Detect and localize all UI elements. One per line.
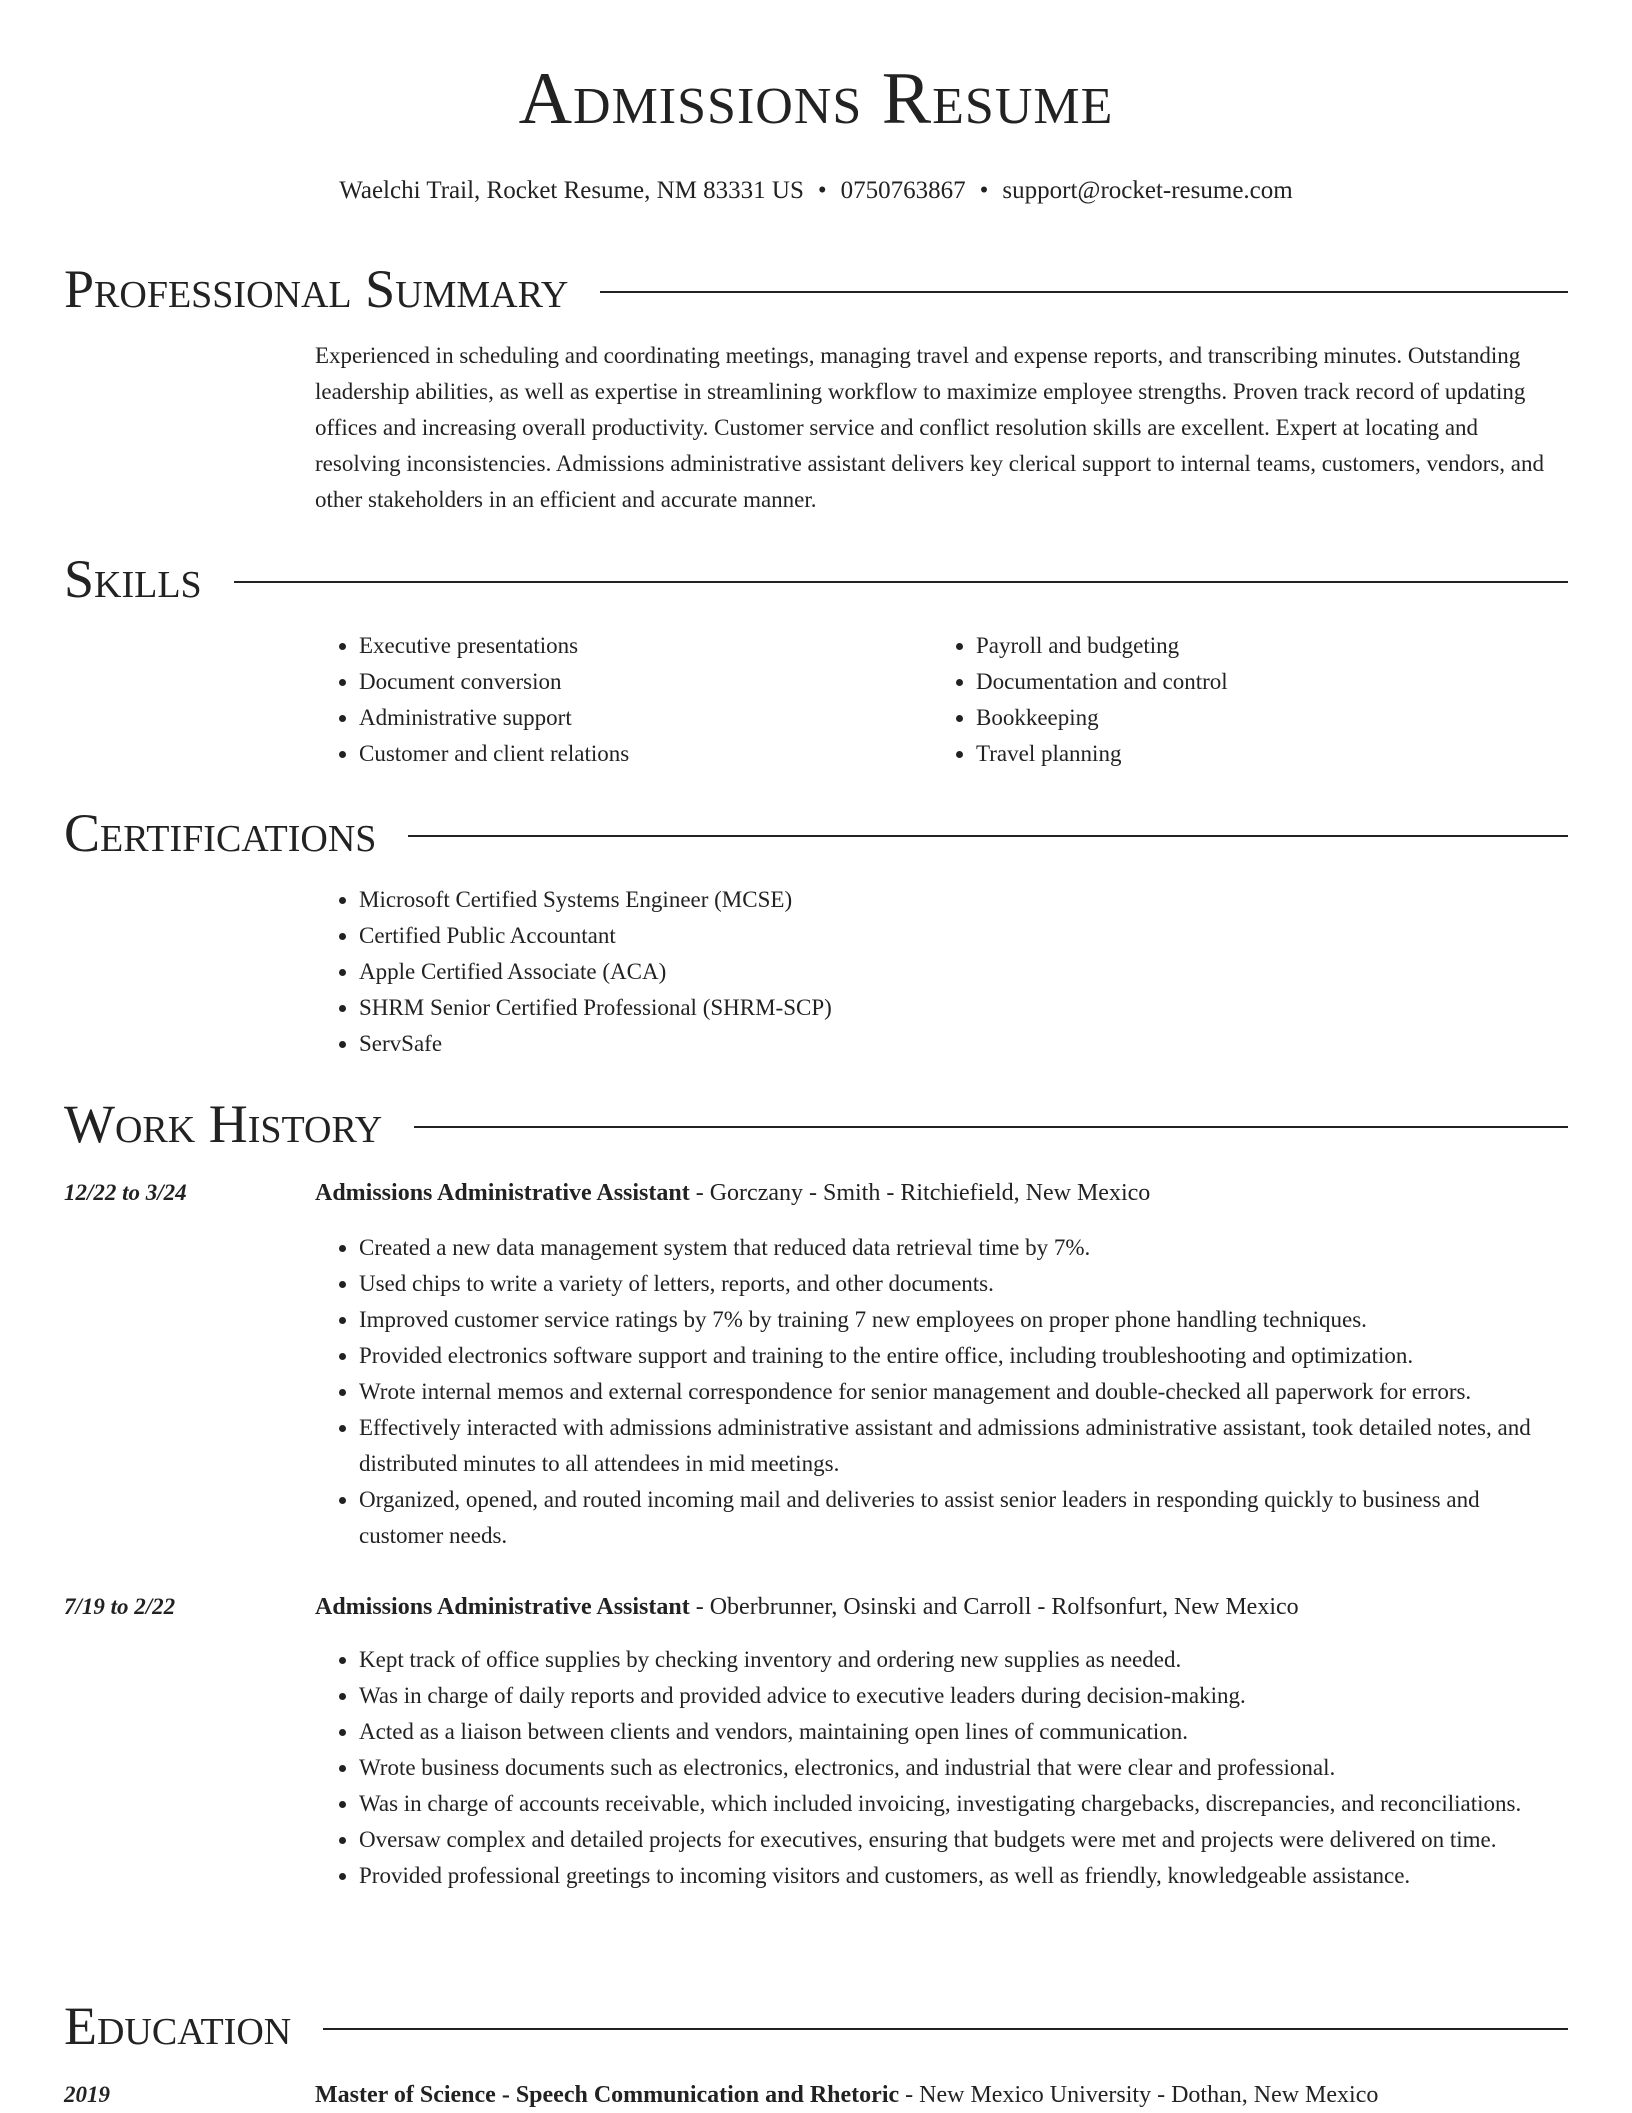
certifications-block — [315, 882, 1568, 1062]
summary-heading: Professional Summary — [64, 259, 569, 319]
summary-text: Experienced in scheduling and coordinating meetings, managing travel and expense reports, and transcribing minutes. Outstanding leadership abilities, as well as expertise in streamlining workflow to maximize employee strengths. Proven track record of updating offices and increasing overall productivity. Customer service and conflict resolution skills are excellent. Expert at locating and resolving inconsistencies. Admissions administrative assistant delivers key clerical support to internal teams, customers, vendors, and other stakeholders in an efficient and accurate manner. — [315, 343, 1544, 512]
contact-phone: 0750763867 — [840, 177, 966, 204]
education-heading: Education — [64, 1996, 292, 2056]
skills-section-header — [64, 549, 1568, 609]
section-divider — [234, 581, 1568, 583]
skill-item: • Document conversion — [359, 664, 932, 700]
education-heading-line — [315, 2077, 1568, 2113]
duty-item: • Provided professional greetings to incoming visitors and customers, as well as friendly, knowledgeable assistance. — [359, 1858, 1568, 1894]
duty-item: • Used chips to write a variety of letters, reports, and other documents. — [359, 1266, 1568, 1302]
duty-item: • Was in charge of daily reports and provided advice to executive leaders during decision-making. — [359, 1678, 1568, 1714]
certification-item: • Apple Certified Associate (ACA) — [359, 954, 1568, 990]
job-employer: - Oberbrunner, Osinski and Carroll - Rolfsonfurt, New Mexico — [689, 1594, 1299, 1620]
skill-item: • Bookkeeping — [976, 700, 1549, 736]
summary-section-header — [64, 259, 1568, 319]
certifications-heading: Certifications — [64, 803, 377, 863]
duty-item: • Organized, opened, and routed incoming mail and deliveries to assist senior leaders in responding quickly to business and customer needs. — [359, 1482, 1568, 1554]
job-title: Admissions Administrative Assistant — [315, 1180, 690, 1206]
duty-item: • Wrote business documents such as electronics, electronics, and industrial that were clear and professional. — [359, 1750, 1568, 1786]
job-duties-list — [315, 1642, 1568, 1894]
duty-item: • Improved customer service ratings by 7% by training 7 new employees on proper phone handling techniques. — [359, 1302, 1568, 1338]
education-degree: Master of Science - Speech Communication and Rhetoric — [315, 2082, 900, 2108]
skills-column-left — [315, 628, 932, 772]
skill-item: • Documentation and control — [976, 664, 1549, 700]
job-heading — [315, 1589, 1568, 1625]
contact-email: support@rocket-resume.com — [1002, 177, 1293, 204]
skill-item: • Customer and client relations — [359, 736, 932, 772]
section-divider — [323, 2028, 1568, 2030]
duty-item: • Wrote internal memos and external correspondence for senior management and double-checked all paperwork for errors. — [359, 1374, 1568, 1410]
skill-item: • Executive presentations — [359, 628, 932, 664]
certifications-list — [315, 882, 1568, 1062]
skills-list-right — [932, 628, 1549, 772]
certification-item: • SHRM Senior Certified Professional (SHRM-SCP) — [359, 990, 1568, 1026]
certification-item: • Certified Public Accountant — [359, 918, 1568, 954]
job-dates: 7/19 to 2/22 — [64, 1594, 176, 1619]
duty-item: • Kept track of office supplies by checking inventory and ordering new supplies as needed. — [359, 1642, 1568, 1678]
section-divider — [414, 1126, 1568, 1128]
skill-item: • Payroll and budgeting — [976, 628, 1549, 664]
contact-separator: • — [817, 177, 827, 204]
duty-item: • Created a new data management system that reduced data retrieval time by 7%. — [359, 1230, 1568, 1266]
duty-item: • Was in charge of accounts receivable, which included invoicing, investigating chargebacks, discrepancies, and reconciliations. — [359, 1786, 1568, 1822]
certifications-section-header — [64, 803, 1568, 863]
job-heading — [315, 1175, 1568, 1211]
skills-list-left — [315, 628, 932, 772]
certification-item: • Microsoft Certified Systems Engineer (MCSE) — [359, 882, 1568, 918]
education-section-header — [64, 1996, 1568, 2056]
duty-item: • Oversaw complex and detailed projects for executives, ensuring that budgets were met and projects were delivered on time. — [359, 1822, 1568, 1858]
section-divider — [600, 291, 1568, 293]
work-heading: Work History — [64, 1094, 383, 1154]
skills-column-right — [932, 628, 1549, 772]
work-section-header — [64, 1094, 1568, 1154]
duty-item: • Effectively interacted with admissions administrative assistant and admissions administrative assistant, took detailed notes, and distributed minutes to all attendees in mid meetings. — [359, 1410, 1568, 1482]
job-duties-list — [315, 1230, 1568, 1554]
job-duties — [315, 1230, 1568, 1554]
resume-name: Admissions Resume — [518, 58, 1114, 140]
section-divider — [408, 835, 1568, 837]
education-year: 2019 — [64, 2082, 110, 2107]
job-title: Admissions Administrative Assistant — [315, 1594, 690, 1620]
contact-separator: • — [979, 177, 989, 204]
job-dates: 12/22 to 3/24 — [64, 1180, 187, 1205]
job-employer: - Gorczany - Smith - Ritchiefield, New Mexico — [689, 1180, 1151, 1206]
contact-address: Waelchi Trail, Rocket Resume, NM 83331 US — [339, 177, 804, 204]
duty-item: • Provided electronics software support and training to the entire office, including troubleshooting and optimization. — [359, 1338, 1568, 1374]
contact-line — [0, 176, 1632, 206]
skill-item: • Travel planning — [976, 736, 1549, 772]
duty-item: • Acted as a liaison between clients and vendors, maintaining open lines of communication. — [359, 1714, 1568, 1750]
skill-item: • Administrative support — [359, 700, 932, 736]
skills-grid — [315, 628, 1568, 772]
certification-item: • ServSafe — [359, 1026, 1568, 1062]
education-school: - New Mexico University - Dothan, New Mexico — [899, 2082, 1379, 2108]
skills-heading: Skills — [64, 549, 202, 609]
job-duties — [315, 1642, 1568, 1894]
